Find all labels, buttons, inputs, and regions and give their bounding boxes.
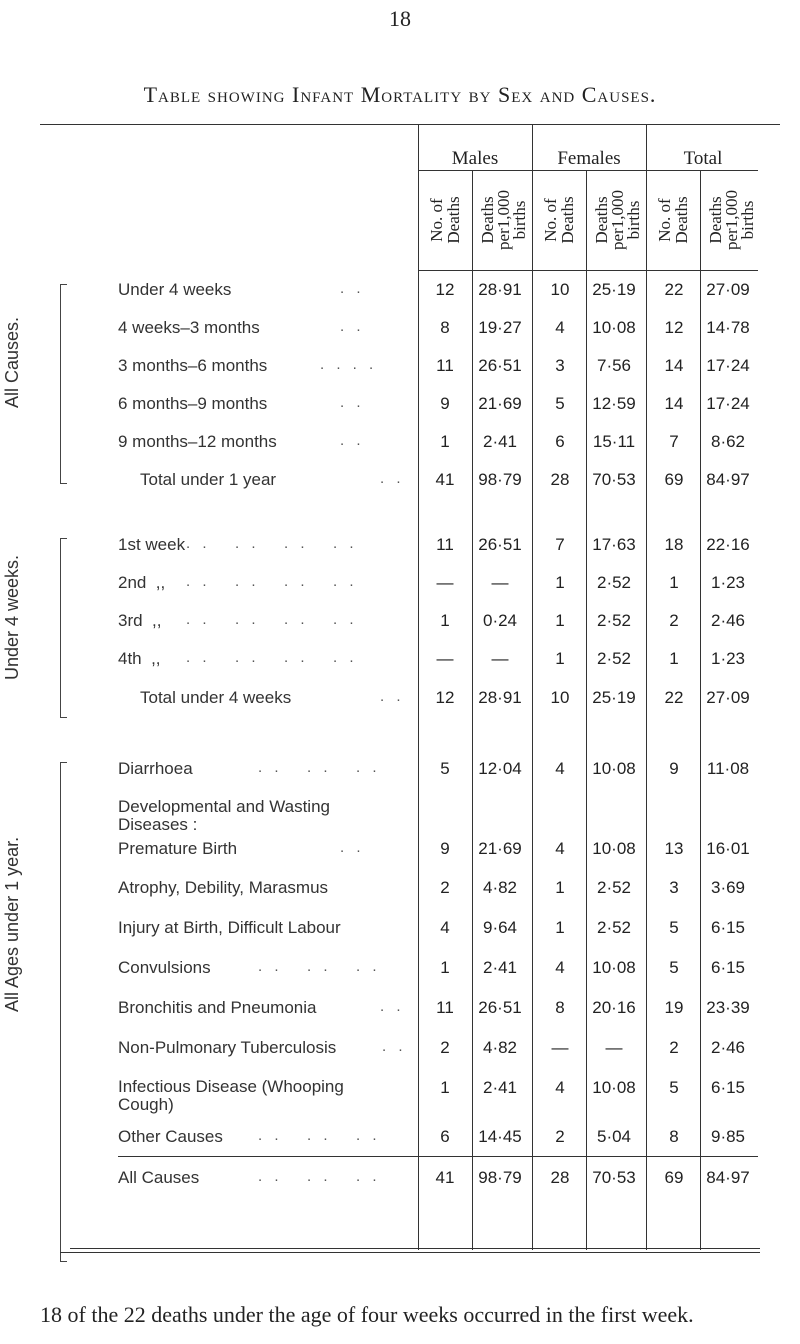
cell: 10·08 [592, 958, 636, 977]
top-rule [40, 124, 780, 125]
bottom-rule [60, 1252, 760, 1253]
cell: 28·91 [478, 688, 522, 707]
cell: 2·46 [710, 611, 746, 630]
cell: 4·82 [482, 878, 518, 897]
row-label: All Causes [118, 1168, 200, 1187]
cell: 4·82 [482, 1038, 518, 1057]
cell: — [605, 1038, 623, 1057]
cell: 6·15 [710, 1078, 746, 1097]
group-total: Total [683, 148, 723, 169]
brace [60, 762, 67, 1262]
cell: 70·53 [592, 470, 636, 489]
cell: 14 [664, 356, 684, 375]
cell: 17·63 [592, 535, 636, 554]
row-label: Other Causes [118, 1127, 223, 1146]
cell: 22·16 [706, 535, 750, 554]
side-label-all-ages: All Ages under 1 year. [2, 836, 22, 1012]
cell: 4 [555, 318, 565, 337]
row-label: 4th ,, [118, 649, 161, 668]
row-label: 4 weeks–3 months [118, 318, 260, 337]
col-header: Deaths per1,000 births [706, 190, 757, 250]
cell: 16·01 [706, 839, 750, 858]
col-header: No. of Deaths [427, 196, 463, 244]
cell: — [436, 649, 454, 668]
cell: 1·23 [710, 573, 746, 592]
header-rule [418, 270, 758, 271]
cell: 1 [669, 649, 679, 668]
cell: 1 [555, 573, 565, 592]
group-rule [418, 170, 758, 171]
cell: 7 [555, 535, 565, 554]
cell: 14·45 [478, 1127, 522, 1146]
cell: 17·24 [706, 356, 750, 375]
cell: 1 [440, 958, 450, 977]
cell: 10·08 [592, 1078, 636, 1097]
group-males: Males [451, 148, 499, 169]
cell: 2·52 [596, 878, 632, 897]
row-label: Under 4 weeks [118, 280, 232, 299]
cell: 20·16 [592, 998, 636, 1017]
cell: 26·51 [478, 356, 522, 375]
row-label: Diarrhoea [118, 759, 193, 778]
cell: 1 [555, 611, 565, 630]
cell: 8·62 [710, 432, 746, 451]
cell: 28 [550, 470, 570, 489]
cell: 2·52 [596, 611, 632, 630]
cell: 23·39 [706, 998, 750, 1017]
cell: 19 [664, 998, 684, 1017]
row-label: Developmental and Wasting Diseases : [118, 797, 330, 834]
cell: 22 [664, 688, 684, 707]
cell: 4 [555, 759, 565, 778]
cell: 1 [440, 611, 450, 630]
page-number: 18 [389, 6, 411, 31]
cell: 27·09 [706, 688, 750, 707]
cell: 98·79 [478, 470, 522, 489]
cell: 84·97 [706, 1168, 750, 1187]
cell: 7 [669, 432, 679, 451]
cell: 1 [555, 649, 565, 668]
cell: 2 [440, 878, 450, 897]
cell: 9 [669, 759, 679, 778]
cell: 18 [664, 535, 684, 554]
cell: 5 [555, 394, 565, 413]
cell: 10 [550, 688, 570, 707]
cell: 5 [669, 958, 679, 977]
cell: 4 [555, 839, 565, 858]
cell: 10·08 [592, 759, 636, 778]
cell: 15·11 [592, 432, 636, 451]
cell: 14·78 [706, 318, 750, 337]
cell: 2·41 [482, 432, 518, 451]
col-header: Deaths per1,000 births [592, 190, 643, 250]
cell: 25·19 [592, 280, 636, 299]
cell: 21·69 [478, 394, 522, 413]
cell: 6·15 [710, 918, 746, 937]
cell: 8 [555, 998, 565, 1017]
cell: 2 [669, 1038, 679, 1057]
row-label: 1st week [118, 535, 186, 554]
cell: 2·52 [596, 649, 632, 668]
cell: 2·52 [596, 918, 632, 937]
row-label: 9 months–12 months [118, 432, 277, 451]
cell: — [436, 573, 454, 592]
group-females: Females [557, 148, 621, 169]
cell: 5 [669, 1078, 679, 1097]
row-label: 3 months–6 months [118, 356, 268, 375]
col-header: Deaths per1,000 births [478, 190, 529, 250]
cell: — [491, 649, 509, 668]
cell: 9·85 [710, 1127, 746, 1146]
row-label: Convulsions [118, 958, 211, 977]
cell: 69 [664, 470, 684, 489]
cell: 12 [435, 280, 455, 299]
cell: 2 [440, 1038, 450, 1057]
cell: 1 [440, 1078, 450, 1097]
cell: 26·51 [478, 535, 522, 554]
cell: 0·24 [482, 611, 518, 630]
cell: 8 [440, 318, 450, 337]
col-header: No. of Deaths [655, 196, 691, 244]
cell: 3·69 [710, 878, 746, 897]
cell: 6 [440, 1127, 450, 1146]
cell: 3 [555, 356, 565, 375]
cell: 70·53 [592, 1168, 636, 1187]
cell: 1 [555, 918, 565, 937]
cell: 19·27 [478, 318, 522, 337]
cell: — [551, 1038, 569, 1057]
cell: 4 [555, 958, 565, 977]
cell: 6·15 [710, 958, 746, 977]
cell: 12 [435, 688, 455, 707]
cell: 25·19 [592, 688, 636, 707]
row-label: Atrophy, Debility, Marasmus [118, 878, 329, 897]
row-label: Non-Pulmonary Tuberculosis [118, 1038, 337, 1057]
cell: 13 [664, 839, 684, 858]
row-label: Premature Birth [118, 839, 238, 858]
cell: 41 [435, 470, 455, 489]
cell: 4 [440, 918, 450, 937]
row-label: Bronchitis and Pneumonia [118, 998, 317, 1017]
cell: 69 [664, 1168, 684, 1187]
cell: 5 [440, 759, 450, 778]
row-label: Total under 1 year [140, 470, 277, 489]
cell: 12·04 [478, 759, 522, 778]
cell: 84·97 [706, 470, 750, 489]
cell: 5·04 [596, 1127, 632, 1146]
cell: 1 [555, 878, 565, 897]
cell: 11 [436, 535, 454, 554]
bottom-rule [70, 1248, 760, 1249]
cell: 9·64 [482, 918, 518, 937]
row-label: 6 months–9 months [118, 394, 268, 413]
cell: 6 [555, 432, 565, 451]
cell: 12 [664, 318, 684, 337]
cell: 28 [550, 1168, 570, 1187]
cell: 10·08 [592, 318, 636, 337]
cell: 5 [669, 918, 679, 937]
cell: 27·09 [706, 280, 750, 299]
cell: 21·69 [478, 839, 522, 858]
row-label: Total under 4 weeks [140, 688, 292, 707]
cell: 10 [550, 280, 570, 299]
cell: 1·23 [710, 649, 746, 668]
cell: 12·59 [592, 394, 636, 413]
row-label: 2nd ,, [118, 573, 166, 592]
cell: 11 [436, 356, 454, 375]
cell: 2·41 [482, 958, 518, 977]
cell: 2 [669, 611, 679, 630]
side-label-all-causes: All Causes. [2, 316, 22, 408]
cell: 2 [555, 1127, 565, 1146]
cell: 9 [440, 394, 450, 413]
cell: 8 [669, 1127, 679, 1146]
cell: 26·51 [478, 998, 522, 1017]
brace [60, 284, 67, 484]
cell: 11·08 [706, 759, 750, 778]
cell: 14 [664, 394, 684, 413]
cell: 1 [669, 573, 679, 592]
cell: 22 [664, 280, 684, 299]
cell: 11 [436, 998, 454, 1017]
cell: 9 [440, 839, 450, 858]
col-header: No. of Deaths [541, 196, 577, 244]
cell: 28·91 [478, 280, 522, 299]
cell: — [491, 573, 509, 592]
row-label: 3rd ,, [118, 611, 162, 630]
cell: 2·41 [482, 1078, 518, 1097]
cell: 17·24 [706, 394, 750, 413]
row-label: Injury at Birth, Difficult Labour [118, 918, 341, 937]
brace [60, 538, 67, 718]
cell: 10·08 [592, 839, 636, 858]
cell: 4 [555, 1078, 565, 1097]
row-label: Infectious Disease (Whooping Cough) [118, 1077, 344, 1114]
cell: 2·52 [596, 573, 632, 592]
cell: 7·56 [596, 356, 632, 375]
total-rule [118, 1156, 758, 1157]
cell: 1 [440, 432, 450, 451]
side-label-under-4-weeks: Under 4 weeks. [2, 554, 22, 680]
footnote: 18 of the 22 deaths under the age of four weeks occurred in the first week. [40, 1302, 694, 1327]
mortality-table: Males Females Total No. of Deaths Deaths per1,000 births No. of Deaths Deaths per1,000 births No. of Deaths Deaths per1,000 births All Causes. Under 4 weeks . . 12 28·91 10 25·19 22 27·09 4 weeks–3 months . . 8 19·27 4 10·08 12 14·78 3 months–6 months . . . . 11 26·51 3 7·56 14 17·24 6 months–9 months . . 9 21·69 5 12·59 14 17·24 9 months–12 months . . 1 2·41 6 15·11 7 8·62 Total under 1 year . . 41 98·79 28 70·53 69 84·97 Under 4 weeks. 1st week . . . . . . . . 11 26·51 7 17·63 18 22·16 2nd ,, . . . . . . . . — — 1 2·52 1 1·23 3rd ,, . . . . . . . . 1 0·24 1 2·52 2 2·46 4th ,, . . . . . . . . — — 1 2·52 1 1·23 Total under 4 weeks . . 12 28·91 10 25·19 22 27·09 All Ages under 1 year. Diarrhoea . . . . . . 5 12·04 4 10·08 9 11·08 Developmental and Wasting Diseases : Premature Birth . . 9 21·69 4 10·08 13 16·01 Atrophy, Debility, Marasmus 2 4·82 1 2·52 3 3·69 Injury at Birth, Difficult Labour 4 9·64 1 2·52 5 6·15 Convulsions . . . . . . 1 2·41 4 10·08 5 6·15 Bronchitis and Pneumonia . . 11 26·51 8 20·16 19 23·39 Non-Pulmonary Tuberculosis . . 2 4·82 — — 2 2·46 Infectious Disease (Whooping Cough) 1 2·41 4 10·08 5 6·15 Other Causes . . . . . . 6 14·45 2 5·04 8 9·85 All Causes . . . . . . 41 98·79 28 70·53 69 84·97 [0, 0, 800, 1344]
cell: 2·46 [710, 1038, 746, 1057]
cell: 98·79 [478, 1168, 522, 1187]
cell: 41 [435, 1168, 455, 1187]
table-title: Table showing Infant Mortality by Sex and Causes. [143, 82, 657, 107]
cell: 3 [669, 878, 679, 897]
